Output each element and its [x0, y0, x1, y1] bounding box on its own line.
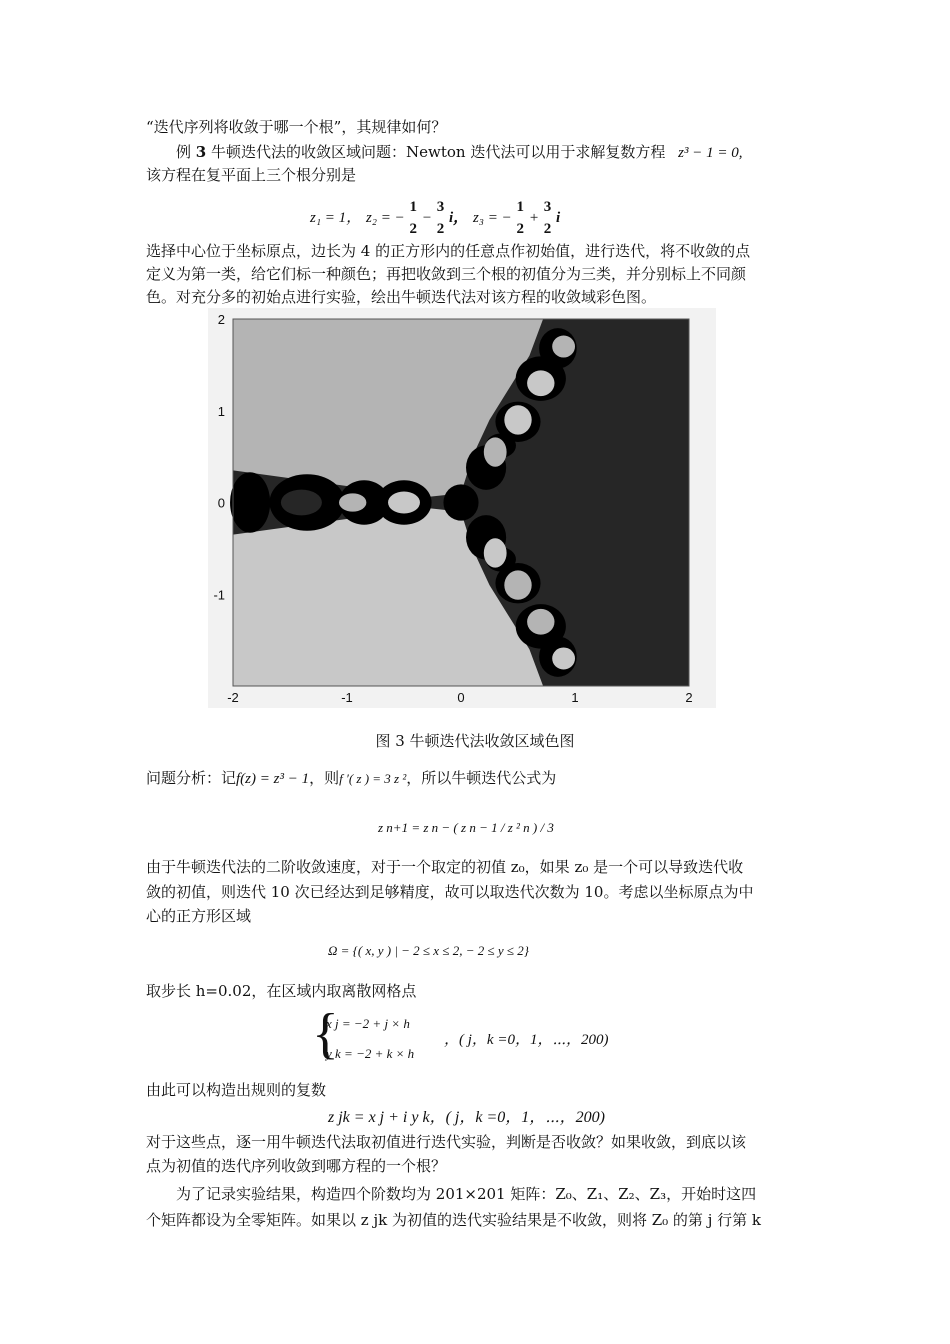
inner-basin-blob [339, 493, 366, 511]
grid-y-formula: y k = −2 + k × h [326, 1046, 415, 1061]
paragraph-3: 该方程在复平面上三个根分别是 [146, 166, 357, 184]
paragraph-4-line-3: 色。对充分多的初始点进行实验，绘出牛顿迭代法对该方程的收敛域彩色图。 [146, 288, 657, 306]
fraction [544, 196, 552, 240]
numerator: 1 [409, 199, 418, 215]
paragraph-8-line-1: 为了记录实验结果，构造四个阶数均为 201×201 矩阵：Z₀、Z₁、Z₂、Z₃，开始时这四 [176, 1185, 757, 1203]
root-z3-prefix: z₃ = − [472, 210, 512, 226]
numerator: 3 [543, 199, 552, 215]
inner-basin-blob [552, 647, 575, 669]
denominator: 2 [516, 221, 525, 237]
step-size-line: 取步长 h=0.02，在区域内取离散网格点 [146, 982, 417, 1000]
example-prefix: 例 [176, 143, 196, 161]
inner-basin-blob [388, 491, 420, 513]
denominator: 2 [436, 221, 445, 237]
paragraph-5-line-2: 敛的初值，则迭代 10 次已经达到足够精度，故可以取迭代次数为 10。考虑以坐标原点为中 [146, 883, 754, 901]
newton-basin-figure [208, 308, 716, 708]
iteration-formula: z n+1 = z n − ( z n − 1 / z ² n ) / 3 [378, 820, 554, 835]
grid-range: ，( j，k =0，1，⋯，200) [444, 1032, 609, 1048]
derivative: f ′( z ) = 3 z ² [339, 771, 407, 786]
imaginary-unit: i [556, 210, 561, 226]
analysis-line [146, 768, 556, 789]
inner-basin-blob [484, 538, 507, 567]
fraction [517, 196, 525, 240]
left-brace: { [312, 1003, 339, 1065]
equation-z3: z³ − 1 = 0, [678, 145, 743, 161]
paragraph-7-line-1: 对于这些点，逐一用牛顿迭代法取初值进行迭代实验，判断是否收敛？如果收敛，到底以该 [146, 1133, 747, 1151]
x-tick-label: -1 [341, 690, 353, 705]
y-tick-label: 0 [217, 495, 225, 511]
paragraph-8-line-2: 个矩阵都设为全零矩阵。如果以 z jk 为初值的迭代实验结果是不收敛，则将 Z₀ 的第 j 行第 k [146, 1211, 761, 1229]
roots-formula [310, 196, 560, 240]
boundary-blob [230, 472, 270, 533]
paragraph-7-line-2: 点为初值的迭代序列收敛到哪方程的一个根？ [146, 1157, 447, 1175]
denominator: 2 [409, 221, 418, 237]
boundary-blob [443, 484, 478, 520]
inner-basin-blob [484, 437, 507, 466]
paragraph-1: “迭代序列将收敛于哪一个根”，其规律如何？ [146, 118, 447, 136]
y-tick-label: 2 [217, 312, 225, 327]
analysis-suffix: ，所以牛顿迭代公式为 [406, 769, 557, 787]
root-z1: z₁ = 1， [310, 210, 362, 226]
omega-definition: Ω = {( x, y ) | − 2 ≤ x ≤ 2, − 2 ≤ y ≤ 2} [328, 943, 529, 958]
paragraph-5-line-3: 心的正方形区域 [146, 907, 252, 925]
inner-basin-blob [527, 609, 554, 635]
example-text: 牛顿迭代法的收敛区域问题：Newton 迭代法可以用于求解复数方程 [206, 143, 666, 161]
basin-chart [208, 308, 716, 708]
analysis-prefix: 问题分析：记 [146, 769, 237, 787]
y-tick-label: -1 [213, 587, 225, 603]
denominator: 2 [543, 221, 552, 237]
function-def: f(z) = z³ − 1 [236, 771, 310, 787]
paragraph-4-line-1: 选择中心位于坐标原点，边长为 4 的正方形内的任意点作初始值，进行迭代，将不收敛的点 [146, 242, 751, 260]
x-tick-label: -2 [227, 690, 239, 705]
fraction [437, 196, 445, 240]
plus-sign: + [528, 210, 539, 226]
paragraph-2 [176, 142, 742, 163]
figure-caption: 图 3 牛顿迭代法收敛区域色图 [375, 732, 575, 750]
x-tick-label: 1 [571, 690, 579, 705]
inner-basin-blob [527, 370, 554, 396]
numerator: 3 [436, 199, 445, 215]
y-tick-label: 1 [217, 403, 225, 419]
x-tick-label: 0 [457, 690, 465, 705]
fraction [410, 196, 418, 240]
complex-definition: z jk = x j + i y k，( j，k =0，1，⋯，200) [328, 1109, 605, 1126]
minus-sign: − [421, 210, 432, 226]
numerator: 1 [516, 199, 525, 215]
grid-x-formula: x j = −2 + j × h [326, 1016, 410, 1031]
paragraph-4-line-2: 定义为第一类，给它们标一种颜色；再把收敛到三个根的初值分为三类，并分别标上不同颜 [146, 265, 747, 283]
paragraph-6: 由此可以构造出规则的复数 [146, 1081, 327, 1099]
paragraph-5-line-1: 由于牛顿迭代法的二阶收敛速度，对于一个取定的初值 z₀，如果 z₀ 是一个可以导致迭代收 [146, 858, 744, 876]
root-z2-prefix: z₂ = − [365, 210, 405, 226]
inner-basin-blob [552, 336, 575, 358]
inner-basin-blob [504, 405, 531, 434]
example-number: 3 [195, 143, 207, 161]
inner-basin-blob [504, 570, 531, 599]
inner-basin-blob [281, 490, 322, 516]
x-tick-label: 2 [685, 690, 693, 705]
imaginary-unit: i， [449, 210, 469, 226]
analysis-mid: ，则 [309, 769, 340, 787]
